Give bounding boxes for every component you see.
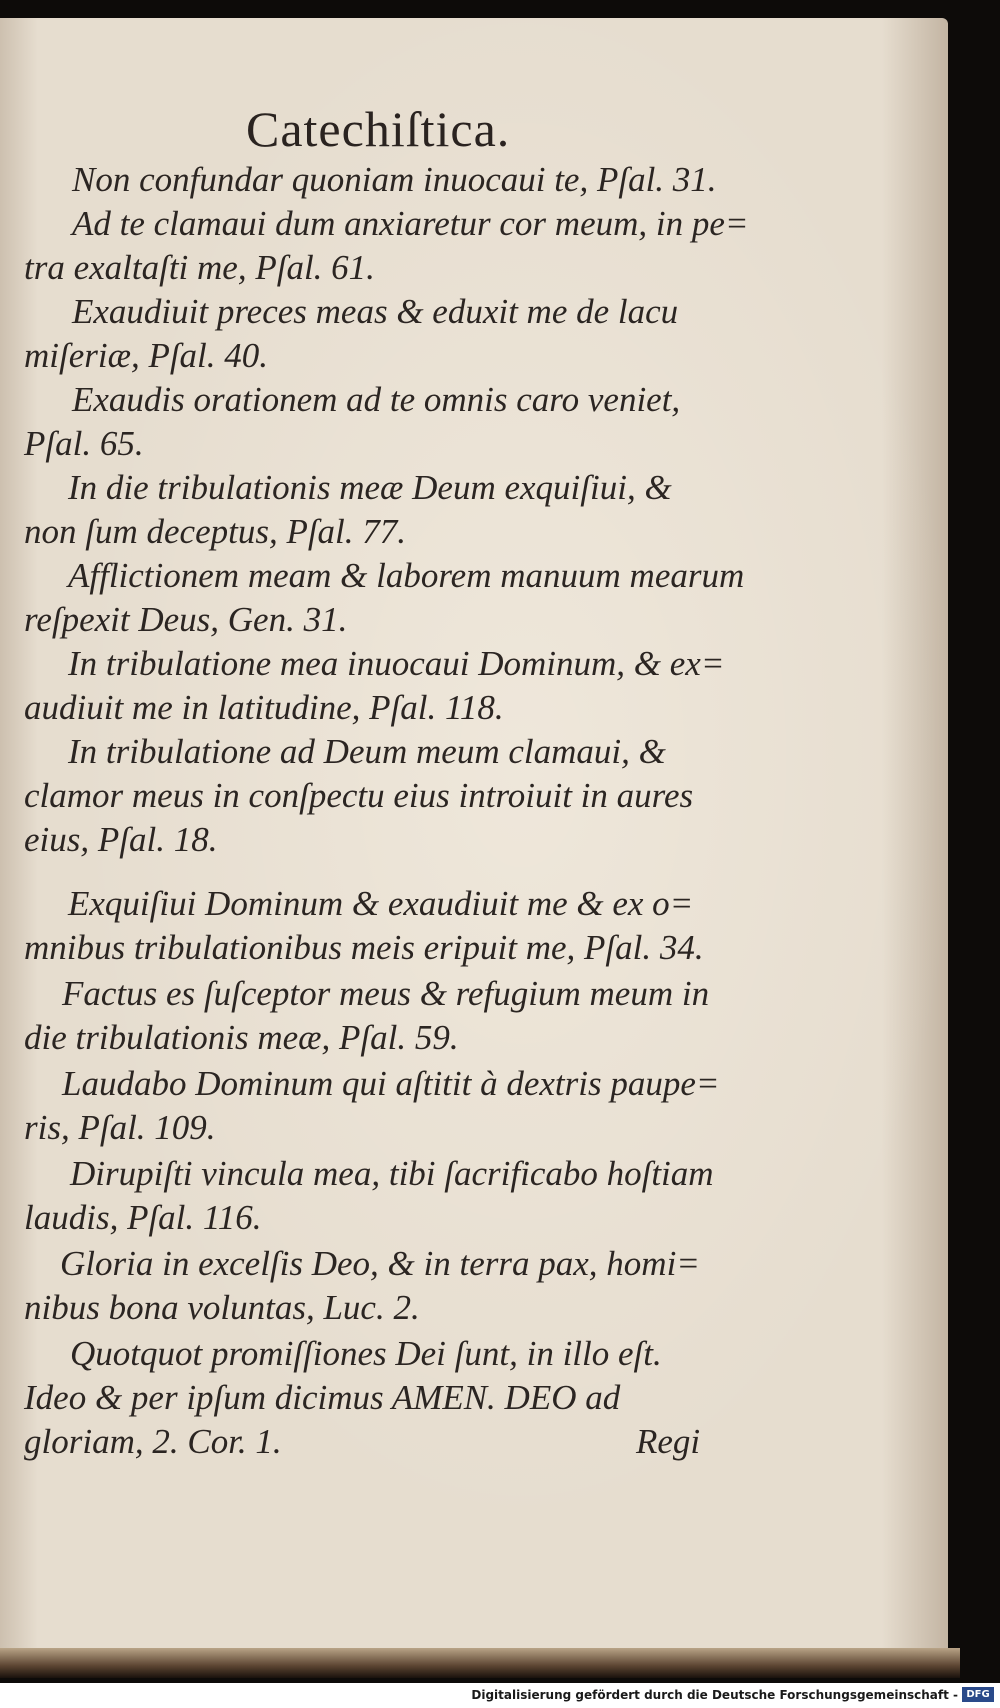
footer-credit: Digitalisierung gefördert durch die Deutsche Forschungsgemeinschaft -: [471, 1688, 958, 1702]
text-line: Pſal. 65.: [24, 424, 144, 463]
text-line: Exaudiuit preces meas & eduxit me de lacu: [72, 292, 679, 331]
text-line: Quotquot promiſſiones Dei ſunt, in illo eſt.: [70, 1334, 662, 1373]
text-line: die tribulationis meæ, Pſal. 59.: [24, 1018, 459, 1057]
text-line: In tribulatione ad Deum meum clamaui, &: [68, 732, 666, 771]
text-line: ris, Pſal. 109.: [24, 1108, 216, 1147]
text-line: Exaudis orationem ad te omnis caro veniet,: [72, 380, 681, 419]
text-line: Ideo & per ipſum dicimus AMEN. DEO ad: [24, 1378, 621, 1417]
text-line: Gloria in excelſis Deo, & in terra pax, homi=: [60, 1244, 700, 1283]
text-line: non ſum deceptus, Pſal. 77.: [24, 512, 407, 551]
text-line: Laudabo Dominum qui aſtitit à dextris paupe=: [62, 1064, 720, 1103]
text-line: In die tribulationis meæ Deum exquiſiui, &: [68, 468, 672, 507]
text-line: Afflictionem meam & laborem manuum mearum: [68, 556, 745, 595]
text-line: mnibus tribulationibus meis eripuit me, Pſal. 34.: [24, 928, 704, 967]
text-line: Factus es ſuſceptor meus & refugium meum in: [62, 974, 710, 1013]
text-line: nibus bona voluntas, Luc. 2.: [24, 1288, 420, 1327]
text-line: In tribulatione mea inuocaui Dominum, & ex=: [68, 644, 725, 683]
footer-bar: [0, 1683, 1000, 1708]
text-line: gloriam, 2. Cor. 1.: [24, 1422, 282, 1461]
text-line: Non confundar quoniam inuocaui te, Pſal. 31.: [72, 160, 717, 199]
text-line: miſeriæ, Pſal. 40.: [24, 336, 269, 375]
text-line: reſpexit Deus, Gen. 31.: [24, 600, 348, 639]
catchword: Regi: [636, 1422, 701, 1461]
text-line: tra exaltaſti me, Pſal. 61.: [24, 248, 375, 287]
page-bottom-edge: [0, 1648, 960, 1678]
text-line: laudis, Pſal. 116.: [24, 1198, 262, 1237]
text-line: clamor meus in conſpectu eius introiuit in aures: [24, 776, 694, 815]
text-line: Ad te clamaui dum anxiaretur cor meum, in pe=: [72, 204, 749, 243]
text-line: eius, Pſal. 18.: [24, 820, 218, 859]
text-line: Exquiſiui Dominum & exaudiuit me & ex o=: [68, 884, 694, 923]
book-page: [0, 18, 948, 1666]
text-line: audiuit me in latitudine, Pſal. 118.: [24, 688, 504, 727]
text-line: Dirupiſti vincula mea, tibi ſacrificabo hoſtiam: [70, 1154, 714, 1193]
dfg-logo-icon: DFG: [962, 1687, 994, 1702]
running-head: Catechiſtica.: [246, 101, 511, 157]
